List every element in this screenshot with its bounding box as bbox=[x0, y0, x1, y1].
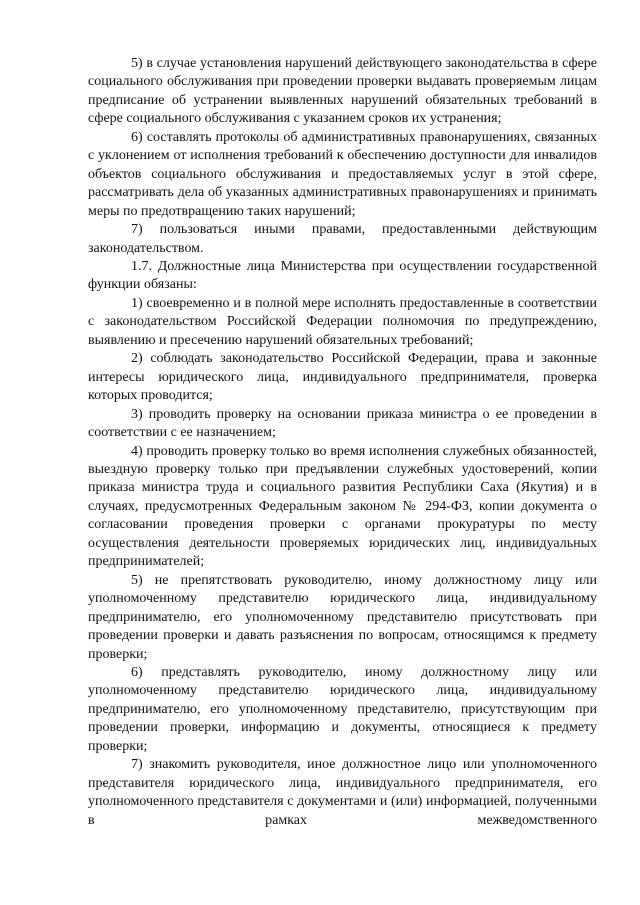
paragraph-duty-5: 5) не препятствовать руководителю, иному должностному лицу или уполномоченному представителю юридического лица, индивидуальному предпринимателю, его уполномоченному представителю присутствовать при проведении проверки и давать разъяснения по вопросам, относящимся к предмету проверки; bbox=[88, 572, 597, 662]
document-page bbox=[88, 55, 597, 830]
paragraph-duty-1: 1) своевременно и в полной мере исполнять предоставленные в соответствии с законодательством Российской Федерации полномочия по предупреждению, выявлению и пресечению нарушений обязательных требований; bbox=[88, 295, 597, 348]
paragraph-duty-6: 6) представлять руководителю, иному должностному лицу или уполномоченному представителю юридического лица, индивидуальному предпринимателю, его уполномоченному представителю, присутствующим при проведении проверки, информацию и документы, относящиеся к предмету проверки; bbox=[88, 664, 597, 754]
paragraph-section-1-7: 1.7. Должностные лица Министерства при осуществлении государственной функции обязаны: bbox=[88, 258, 597, 293]
paragraph-duty-2: 2) соблюдать законодательство Российской Федерации, права и законные интересы юридического лица, индивидуального предпринимателя, проверка которых проводится; bbox=[88, 351, 597, 404]
paragraph-duty-4: 4) проводить проверку только во время исполнения служебных обязанностей, выездную проверку только при предъявлении служебных удостоверений, копии приказа министра труда и социального развития Республики Саха (Якутия) и в случаях, предусмотренных Федеральным законом № 294-ФЗ, копии документа о согласовании проведения проверки с органами прокуратуры по месту осуществления деятельности проверяемых юридических лиц, индивидуальных предпринимателей; bbox=[88, 443, 597, 570]
paragraph-item-5-prescription: 5) в случае установления нарушений действующего законодательства в сфере социального обслуживания при проведении проверки выдавать проверяемым лицам предписание об устранении выявленных нарушений обязательных требований в сфере социального обслуживания с указанием сроков их устранения; bbox=[88, 56, 597, 127]
paragraph-item-7-other-rights: 7) пользоваться иными правами, предоставленными действующим законодательством. bbox=[88, 222, 597, 256]
paragraph-duty-3: 3) проводить проверку на основании приказа министра о ее проведении в соответствии с ее назначением; bbox=[88, 406, 597, 441]
paragraph-duty-7: 7) знакомить руководителя, иное должностное лицо или уполномоченного представителя юридического лица, индивидуального предпринимателя, его уполномоченного представителя с документами и (или) информацией, полученными в рамках межведомственного bbox=[88, 757, 597, 828]
paragraph-item-6-protocols: 6) составлять протоколы об административных правонарушениях, связанных с уклонением от исполнения требований к обеспечению доступности для инвалидов объектов социального обслуживания и предоставляемых услуг в этой сфере, рассматривать дела об указанных административных правонарушениях и принимать меры по предотвращению таких нарушений; bbox=[88, 129, 597, 219]
